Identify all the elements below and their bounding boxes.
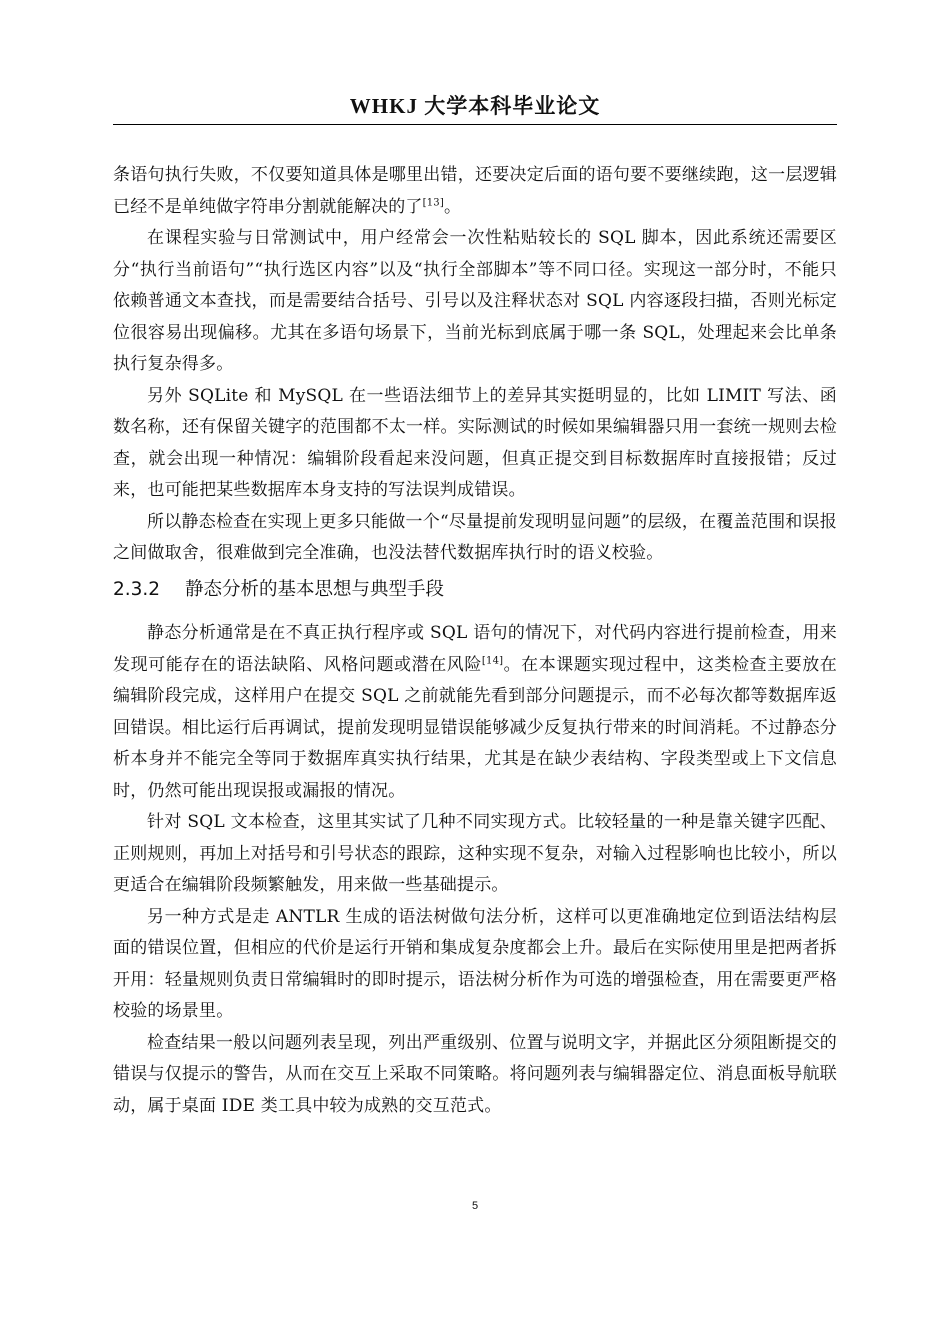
section-text-block (113, 618, 837, 1122)
paragraph: 在课程实验与日常测试中，用户经常会一次性粘贴较长的 SQL 脚本，因此系统还需要区分“执行当前语句”“执行选区内容”以及“执行全部脚本”等不同口径。实现这一部分时，不能只依赖普通文本查找，而是需要结合括号、引号以及注释状态对 SQL 内容逐段扫描，否则光标定位很容易出现偏移。尤其在多语句场景下，当前光标到底属于哪一条 SQL，处理起来会比单条执行复杂得多。 (113, 228, 837, 374)
citation-marker: [13] (422, 196, 444, 208)
intro-text-block (113, 160, 837, 570)
citation-marker: [14] (481, 654, 504, 666)
page-number: 5 (471, 1200, 479, 1212)
section-number: 2.3.2 (113, 579, 161, 600)
paragraph: 条语句执行失败，不仅要知道具体是哪里出错，还要决定后面的语句要不要继续跑，这一层逻辑已经不是单纯做字符串分割就能解决的了[13]。 (113, 165, 837, 217)
page-header (113, 92, 837, 125)
page-header-title: WHKJ 大学本科毕业论文 (349, 94, 601, 118)
section-heading (113, 573, 837, 607)
paragraph: 另外 SQLite 和 MySQL 在一些语法细节上的差异其实挺明显的，比如 LIMIT 写法、函数名称，还有保留关键字的范围都不太一样。实际测试的时候如果编辑器只用一套统一规则去检查，就会出现一种情况：编辑阶段看起来没问题，但真正提交到目标数据库时直接报错；反过来，也可能把某些数据库本身支持的写法误判成错误。 (113, 385, 837, 500)
paragraph: 静态分析通常是在不真正执行程序或 SQL 语句的情况下，对代码内容进行提前检查，用来发现可能存在的语法缺陷、风格问题或潜在风险[14]。在本课题实现过程中，这类检查主要放在编辑阶段完成，这样用户在提交 SQL 之前就能先看到部分问题提示，而不必每次都等数据库返回错误。相比运行后再调试，提前发现明显错误能够减少反复执行带来的时间消耗。不过静态分析本身并不能完全等同于数据库真实执行结果，尤其是在缺少表结构、字段类型或上下文信息时，仍然可能出现误报或漏报的情况。 (113, 623, 837, 801)
paragraph: 所以静态检查在实现上更多只能做一个“尽量提前发现明显问题”的层级，在覆盖范围和误报之间做取舍，很难做到完全准确，也没法替代数据库执行时的语义校验。 (113, 511, 837, 563)
section-title: 静态分析的基本思想与典型手段 (185, 579, 445, 600)
paragraph: 另一种方式是走 ANTLR 生成的语法树做句法分析，这样可以更准确地定位到语法结构层面的错误位置，但相应的代价是运行开销和集成复杂度都会上升。最后在实际使用里是把两者拆开用：轻量规则负责日常编辑时的即时提示，语法树分析作为可选的增强检查，用在需要更严格校验的场景里。 (113, 906, 837, 1021)
paragraph: 检查结果一般以问题列表呈现，列出严重级别、位置与说明文字，并据此区分须阻断提交的错误与仅提示的警告，从而在交互上采取不同策略。将问题列表与编辑器定位、消息面板导航联动，属于桌面 IDE 类工具中较为成熟的交互范式。 (113, 1032, 837, 1116)
paragraph: 针对 SQL 文本检查，这里其实试了几种不同实现方式。比较轻量的一种是靠关键字匹配、正则规则，再加上对括号和引号状态的跟踪，这种实现不复杂，对输入过程影响也比较小，所以更适合在编辑阶段频繁触发，用来做一些基础提示。 (113, 812, 837, 895)
